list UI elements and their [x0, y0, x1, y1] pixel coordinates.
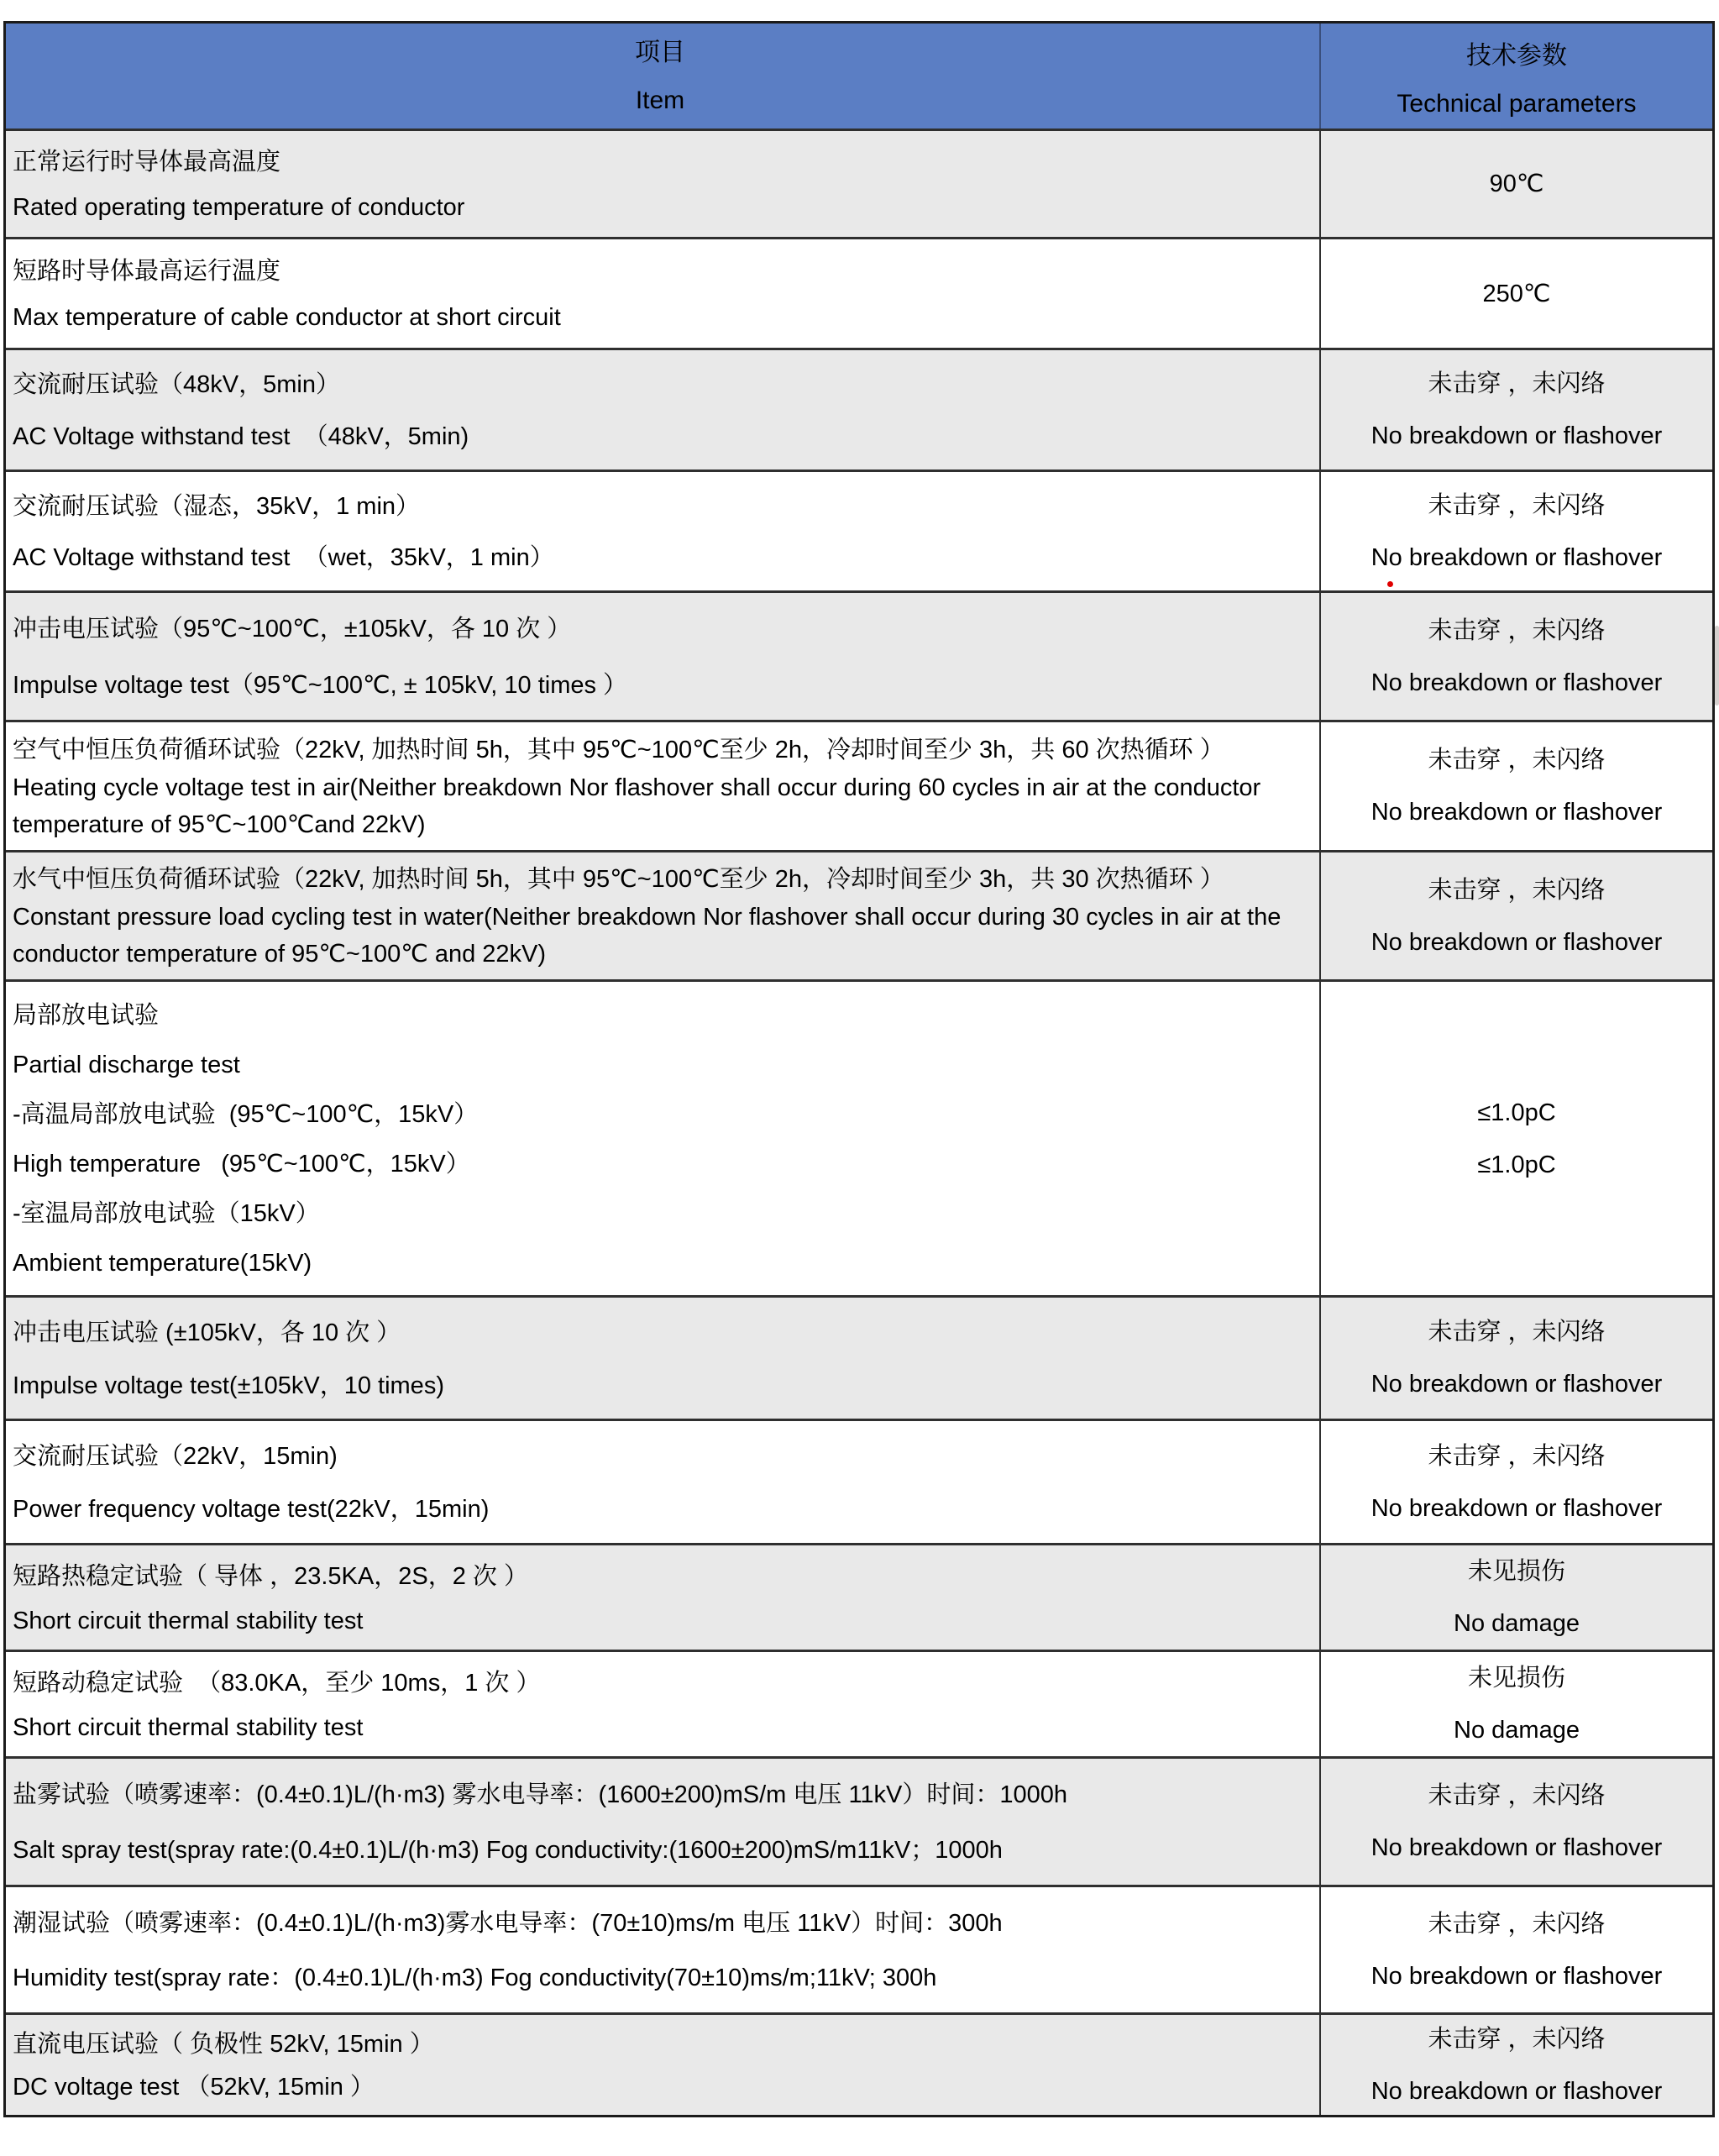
param-text-line: No damage: [1454, 1717, 1580, 1744]
table-row: [6, 590, 1712, 720]
table-row: [6, 979, 1712, 1295]
header-param-cell: [1319, 24, 1712, 129]
param-text-line: 未击穿 ，未闪络: [1428, 2025, 1606, 2053]
param-cell: [1319, 2015, 1712, 2115]
table-row: [6, 237, 1712, 348]
item-cell: [6, 852, 1319, 979]
param-cell: [1319, 350, 1712, 469]
param-text-line: No breakdown or flashover: [1370, 2077, 1663, 2105]
item-text-line: Partial discharge test: [13, 1051, 240, 1078]
param-cell: [1319, 1652, 1712, 1756]
item-text-line: Power frequency voltage test(22kV，15min): [13, 1496, 490, 1524]
param-text-line: ≤1.0pC: [1477, 1151, 1556, 1178]
item-text-line: 局部放电试验: [13, 1001, 160, 1029]
item-text-line: AC Voltage withstand test （wet，35kV，1 min）: [13, 544, 554, 572]
item-cell: [6, 1298, 1319, 1419]
item-cell: [6, 239, 1319, 348]
item-cell: [6, 982, 1319, 1295]
param-text-line: 未见损伤: [1467, 1558, 1565, 1585]
item-cell: [6, 593, 1319, 720]
item-cell: [6, 1652, 1319, 1756]
table-row: [6, 1756, 1712, 1885]
header-item-cell: [6, 24, 1319, 129]
item-text-line: Ambient temperature(15kV): [13, 1250, 312, 1277]
param-cell: [1319, 131, 1712, 237]
item-text-line: Constant pressure load cycling test in water(Neither breakdown Nor flashover shall occur during 30 cycles in air at the conductor temperature of 95℃~100℃ and 22kV): [13, 903, 1288, 968]
param-text-line: 90℃: [1489, 170, 1544, 197]
table-header-row: [6, 24, 1712, 129]
param-text-line: 250℃: [1482, 280, 1551, 307]
header-item-label-en: Item: [635, 86, 685, 114]
item-text-line: 直流电压试验（ 负极性 52kV, 15min ）: [13, 2031, 434, 2059]
table-row: [6, 1885, 1712, 2012]
item-text-line: 冲击电压试验（95℃~100℃，±105kV，各 10 次 ）: [13, 616, 572, 643]
item-text-line: Impulse voltage test(±105kV，10 times): [13, 1372, 444, 1399]
item-text-line: Max temperature of cable conductor at short circuit: [13, 304, 561, 332]
param-cell: [1319, 1421, 1712, 1543]
item-cell: [6, 2015, 1319, 2115]
param-text-line: 未击穿 ，未闪络: [1428, 1442, 1606, 1470]
item-text-line: DC voltage test （52kV, 15min ）: [13, 2073, 375, 2101]
param-cell: [1319, 593, 1712, 720]
table-row: [6, 1650, 1712, 1756]
param-text-line: 未见损伤: [1467, 1665, 1565, 1692]
table-row: [6, 1543, 1712, 1650]
param-text-line: No breakdown or flashover: [1370, 422, 1663, 449]
param-text-line: 未击穿 ，未闪络: [1428, 1910, 1606, 1938]
param-text-line: No breakdown or flashover: [1370, 1371, 1663, 1398]
item-text-line: -室温局部放电试验（15kV）: [13, 1200, 320, 1228]
table-row: [6, 1295, 1712, 1419]
item-text-line: 交流耐压试验（48kV，5min）: [13, 371, 340, 398]
item-text-line: 冲击电压试验 (±105kV，各 10 次 ）: [13, 1319, 401, 1346]
table-row: [6, 1419, 1712, 1543]
item-text-line: 交流耐压试验（22kV，15min): [13, 1442, 338, 1470]
table-row: [6, 469, 1712, 590]
item-text-line: 潮湿试验（喷雾速率：(0.4±0.1)L/(h·m3)雾水电导率：(70±10)ms/m 电压 11kV）时间：300h: [13, 1909, 1003, 1937]
table-row: [6, 348, 1712, 469]
item-cell: [6, 722, 1319, 850]
item-text-line: Impulse voltage test（95℃~100℃, ± 105kV, 10 times ）: [13, 671, 628, 699]
param-text-line: No breakdown or flashover: [1370, 669, 1663, 696]
param-cell: [1319, 1298, 1712, 1419]
table-body: [6, 129, 1712, 2115]
item-cell: [6, 1545, 1319, 1650]
param-text-line: No breakdown or flashover: [1370, 543, 1663, 571]
param-text-line: No damage: [1454, 1610, 1580, 1637]
param-text-line: No breakdown or flashover: [1370, 1834, 1663, 1861]
param-text-line: 未击穿 ，未闪络: [1428, 1782, 1606, 1809]
param-text-line: 未击穿 ，未闪络: [1428, 491, 1606, 519]
item-text-line: AC Voltage withstand test （48kV，5min): [13, 423, 469, 450]
table-row: [6, 2012, 1712, 2115]
item-cell: [6, 1887, 1319, 2012]
scan-artifact: [1715, 626, 1719, 706]
item-text-line: Short circuit thermal stability test: [13, 1607, 364, 1634]
item-cell: [6, 350, 1319, 469]
item-text-line: Humidity test(spray rate：(0.4±0.1)L/(h·m3) Fog conductivity(70±10)ms/m;11kV; 300h: [13, 1965, 937, 1992]
param-cell: [1319, 239, 1712, 348]
item-text-line: 短路动稳定试验 （83.0KA，至少 10ms，1 次 ）: [13, 1669, 541, 1697]
item-text-line: 交流耐压试验（湿态，35kV，1 min）: [13, 492, 421, 520]
param-text-line: 未击穿 ，未闪络: [1428, 616, 1606, 644]
header-param-label-zh: 技术参数: [1466, 41, 1567, 70]
param-cell: [1319, 472, 1712, 590]
param-text-line: 未击穿 ，未闪络: [1428, 876, 1606, 904]
item-text-line: Rated operating temperature of conductor: [13, 194, 465, 221]
item-text-line: -高温局部放电试验 (95℃~100℃，15kV）: [13, 1100, 479, 1128]
param-text-line: 未击穿 ，未闪络: [1428, 370, 1606, 397]
item-text-line: 短路热稳定试验（ 导体 ，23.5KA，2S，2 次 ）: [13, 1562, 528, 1590]
item-text-line: Salt spray test(spray rate:(0.4±0.1)L/(h·m3) Fog conductivity:(1600±200)mS/m11kV；1000h: [13, 1837, 1003, 1864]
item-text-line: 水气中恒压负荷循环试验（22kV, 加热时间 5h，其中 95℃~100℃至少 2h，冷却时间至少 3h，共 30 次热循环 ）: [13, 866, 1224, 894]
param-text-line: No breakdown or flashover: [1370, 1494, 1663, 1522]
param-text-line: ≤1.0pC: [1477, 1099, 1556, 1126]
table-row: [6, 129, 1712, 237]
item-text-line: 空气中恒压负荷循环试验（22kV, 加热时间 5h，其中 95℃~100℃至少 2h，冷却时间至少 3h，共 60 次热循环 ）: [13, 736, 1224, 763]
technical-parameters-table: [3, 21, 1715, 2117]
header-item-label-zh: 项目: [635, 38, 685, 66]
param-cell: [1319, 1887, 1712, 2012]
param-cell: [1319, 1759, 1712, 1885]
param-text-line: 未击穿 ，未闪络: [1428, 747, 1606, 774]
item-text-line: Heating cycle voltage test in air(Neither breakdown Nor flashover shall occur during 60 cycles in air at the conductor temperature of 95℃~100℃and 22kV): [13, 774, 1268, 838]
param-cell: [1319, 852, 1712, 979]
item-cell: [6, 1421, 1319, 1543]
item-cell: [6, 131, 1319, 237]
item-text-line: 短路时导体最高运行温度: [13, 257, 281, 285]
header-param-label-en: Technical parameters: [1397, 89, 1637, 118]
item-cell: [6, 472, 1319, 590]
param-cell: [1319, 1545, 1712, 1650]
param-cell: [1319, 722, 1712, 850]
param-text-line: No breakdown or flashover: [1370, 799, 1663, 826]
param-cell: [1319, 982, 1712, 1295]
param-text-line: No breakdown or flashover: [1370, 1962, 1663, 1990]
item-text-line: High temperature (95℃~100℃，15kV）: [13, 1151, 470, 1178]
item-text-line: 正常运行时导体最高温度: [13, 149, 281, 176]
table-row: [6, 850, 1712, 979]
table-row: [6, 720, 1712, 850]
red-dot-mark: [1387, 581, 1393, 587]
item-cell: [6, 1759, 1319, 1885]
item-text-line: 盐雾试验（喷雾速率：(0.4±0.1)L/(h·m3) 雾水电导率：(1600±200)mS/m 电压 11kV）时间：1000h: [13, 1781, 1068, 1808]
param-text-line: No breakdown or flashover: [1370, 928, 1663, 956]
item-text-line: Short circuit thermal stability test: [13, 1713, 364, 1741]
param-text-line: 未击穿 ，未闪络: [1428, 1319, 1606, 1346]
